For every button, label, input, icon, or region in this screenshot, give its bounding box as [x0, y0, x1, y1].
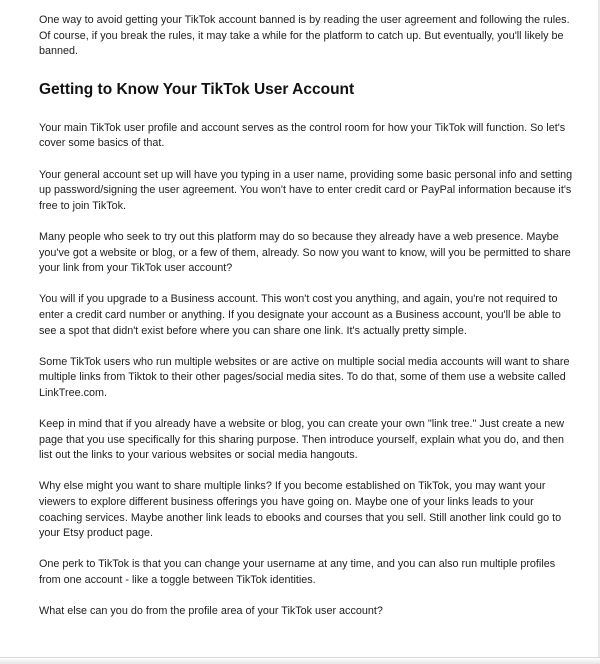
page-bottom-edge: [0, 657, 600, 664]
body-paragraph: You will if you upgrade to a Business account. This won't cost you anything, and again, you're not required to enter a credit card number or anything. If you designate your account as a Business account, you'll be able to see a spot that didn't exist before where you can share one link. It's actually pretty simple.: [39, 293, 561, 337]
body-paragraph: Many people who seek to try out this platform may do so because they already have a web presence. Maybe you've got a website or blog, or a few of them, already. So now you want to know, will you be permitted to share your link from your TikTok user account?: [39, 230, 571, 275]
body-paragraph: Your main TikTok user profile and account serves as the control room for how your TikTok will function. So let's cover some basics of that.: [39, 121, 566, 150]
body-paragraph: Your general account set up will have you typing in a user name, providing some basic personal info and setting up password/signing the user agreement. You won't have to enter credit card or PayPal information because it's free to join TikTok.: [39, 168, 573, 212]
document-body: [39, 13, 574, 635]
body-paragraph: What else can you do from the profile area of your TikTok user account?: [39, 605, 383, 618]
body-paragraph: One perk to TikTok is that you can change your username at any time, and you can also run multiple profiles from one account - like a toggle between TikTok identities.: [39, 558, 556, 586]
body-paragraph: Keep in mind that if you already have a website or blog, you can create your own "link tree." Just create a new page that you use specifically for this sharing purpose. Then introduce yourself, explain what you do, and then list out the links to your various websites or social media hangouts.: [39, 418, 565, 462]
intro-paragraph: One way to avoid getting your TikTok account banned is by reading the user agreement and following the rules. Of course, if you break the rules, it may take a while for the platform to catch up. But eventually, you'll likely be banned.: [39, 14, 570, 58]
section-heading: Getting to Know Your TikTok User Account: [39, 80, 355, 98]
body-paragraph: Why else might you want to share multiple links? If you become established on TikTok, you may want your viewers to explore different business offerings you have going on. Maybe one of your links leads to your coaching services. Maybe another link leads to ebooks and courses that you sell. Still another link could go to your Etsy product page.: [39, 480, 562, 540]
body-paragraph: Some TikTok users who run multiple websites or are active on multiple social media accounts will want to share multiple links from Tiktok to their other pages/social media sites. To do that, some of them use a website called LinkTree.com.: [39, 355, 570, 399]
